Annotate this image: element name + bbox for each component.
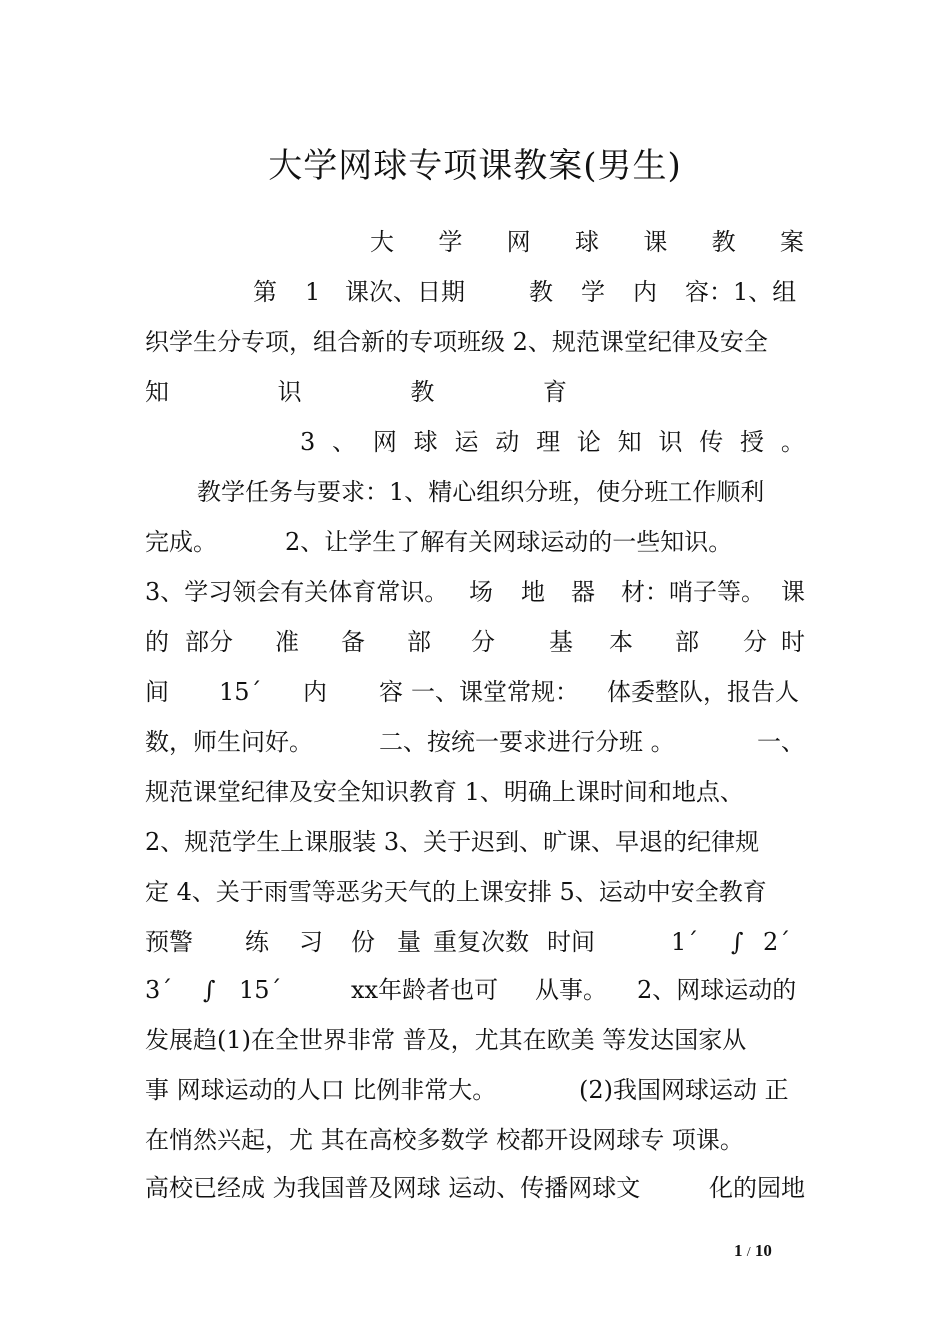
text-line [145,772,805,812]
text-segment: 间 [145,678,169,706]
text-segment: 体委整队，报告人 [607,678,799,706]
text-segment: 2、网球运动的 [637,976,797,1004]
text-segment: 学 [581,278,605,306]
page-total: 10 [754,1241,772,1260]
text-segment: 二、按统一要求进行分班 。 [379,728,675,756]
text-line [370,222,804,262]
text-segment: 定 4、关于雨雪等恶劣天气的上课安排 5、运动中安全教育 [145,878,767,906]
text-segment: 3 [300,428,316,456]
text-segment: xx年龄者也可 [351,976,499,1004]
text-segment: 数，师生问好。 [145,728,313,756]
text-line [145,970,805,1010]
text-segment: 场 [469,578,493,606]
text-segment: 从事。 [535,976,607,1004]
text-segment: 运 [454,428,479,456]
text-segment: 预警 [145,928,193,956]
text-segment: ∫ [203,976,216,1004]
text-segment: 织学生分专项，组合新的专项班级 2、规范课堂纪律及安全 [145,328,768,356]
text-segment: 练 [245,928,269,956]
text-line [300,422,805,462]
text-segment: 备 [341,628,365,656]
text-segment: 理 [536,428,561,456]
text-segment: 一、课堂常规： [411,678,579,706]
text-segment: 内 [303,678,327,706]
text-segment: 论 [576,428,601,456]
text-segment: 授 [740,428,765,456]
text-segment: 本 [609,628,633,656]
text-segment: 3ˊ [145,976,173,1004]
page-separator: / [746,1245,751,1260]
text-segment: 基 [549,628,573,656]
text-segment: 2ˊ [763,928,791,956]
text-segment: 教学任务与要求：1、精心组织分班，使分班工作顺利 [197,478,765,506]
text-line [145,722,805,762]
text-segment: 时 [781,628,805,656]
text-segment: 教 [711,228,736,256]
text-segment: 习 [299,928,323,956]
text-segment: 课次、日期 [345,278,465,306]
text-segment: 事 网球运动的人口 比例非常大。 [145,1076,497,1104]
text-segment: 发展趋(1)在全世界非常 普及，尤其在欧美 等发达国家从 [145,1026,747,1054]
text-line [145,872,805,912]
text-segment: 球 [413,428,438,456]
text-segment: 内 [633,278,657,306]
text-segment: 在悄然兴起，尤 其在高校多数学 校都开设网球专 项课。 [145,1126,744,1154]
text-line [145,822,805,862]
text-segment: 识 [277,378,302,406]
text-segment: 量 [397,928,421,956]
text-line [145,1020,805,1060]
text-segment: 高校已经成 为我国普及网球 运动、传播网球文 [145,1174,641,1202]
text-line [145,672,805,712]
text-segment: 课 [643,228,668,256]
text-line [197,472,805,512]
text-segment: ∫ [731,928,744,956]
text-segment: 时间 [547,928,595,956]
text-segment: 15ˊ [239,976,282,1004]
text-segment: 网 [372,428,397,456]
text-segment: 准 [275,628,299,656]
document-title: 大学网球专项课教案(男生) [268,145,682,186]
text-segment: 15ˊ [219,678,262,706]
text-segment: 知 [617,428,642,456]
text-segment: 2、让学生了解有关网球运动的一些知识。 [285,528,733,556]
text-line [145,1168,805,1208]
text-segment: 教 [529,278,553,306]
text-segment: 容：1、组 [685,278,797,306]
text-segment: 部 [407,628,431,656]
text-line [145,622,805,662]
text-segment: 学 [438,228,463,256]
text-segment: 材：哨子等。 [621,578,765,606]
text-segment: 大 [370,228,394,256]
text-segment: 3、学习领会有关体育常识。 [145,578,449,606]
text-line [145,372,567,412]
text-line [253,272,805,312]
text-segment: 教 [410,378,435,406]
text-segment: 容 [379,678,403,706]
text-segment: 分 [471,628,495,656]
text-segment: 课 [781,578,805,606]
text-segment: 化的园地 [709,1174,805,1202]
text-segment: 。 [780,428,805,456]
text-line [145,322,805,362]
text-line [145,1070,805,1110]
text-segment: 地 [521,578,545,606]
text-segment: 1ˊ [671,928,699,956]
page-current: 1 [734,1241,743,1260]
text-segment: 识 [658,428,683,456]
text-segment: 动 [495,428,520,456]
text-segment: 传 [699,428,724,456]
text-line [145,522,805,562]
text-segment: 育 [542,378,567,406]
text-segment: 1 [305,278,321,306]
text-segment: 分 [743,628,767,656]
text-segment: 部分 [185,628,233,656]
text-segment: 球 [574,228,599,256]
text-segment: 网 [506,228,531,256]
text-line [145,922,805,962]
text-segment: 份 [351,928,375,956]
text-segment: 一、 [757,728,805,756]
text-segment: 重复次数 [433,928,529,956]
text-segment: 部 [675,628,699,656]
text-segment: (2)我国网球运动 正 [579,1076,789,1104]
page-number [734,1241,772,1261]
text-segment: 案 [779,228,804,256]
text-segment: 完成。 [145,528,217,556]
text-segment: 2、规范学生上课服装 3、关于迟到、旷课、早退的纪律规 [145,828,760,856]
text-segment: 的 [145,628,169,656]
text-segment: 知 [145,378,169,406]
text-segment: 器 [571,578,595,606]
text-line [145,572,805,612]
text-segment: 、 [332,428,357,456]
text-segment: 规范课堂纪律及安全知识教育 1、明确上课时间和地点、 [145,778,744,806]
text-line [145,1120,805,1160]
text-segment: 第 [253,278,277,306]
